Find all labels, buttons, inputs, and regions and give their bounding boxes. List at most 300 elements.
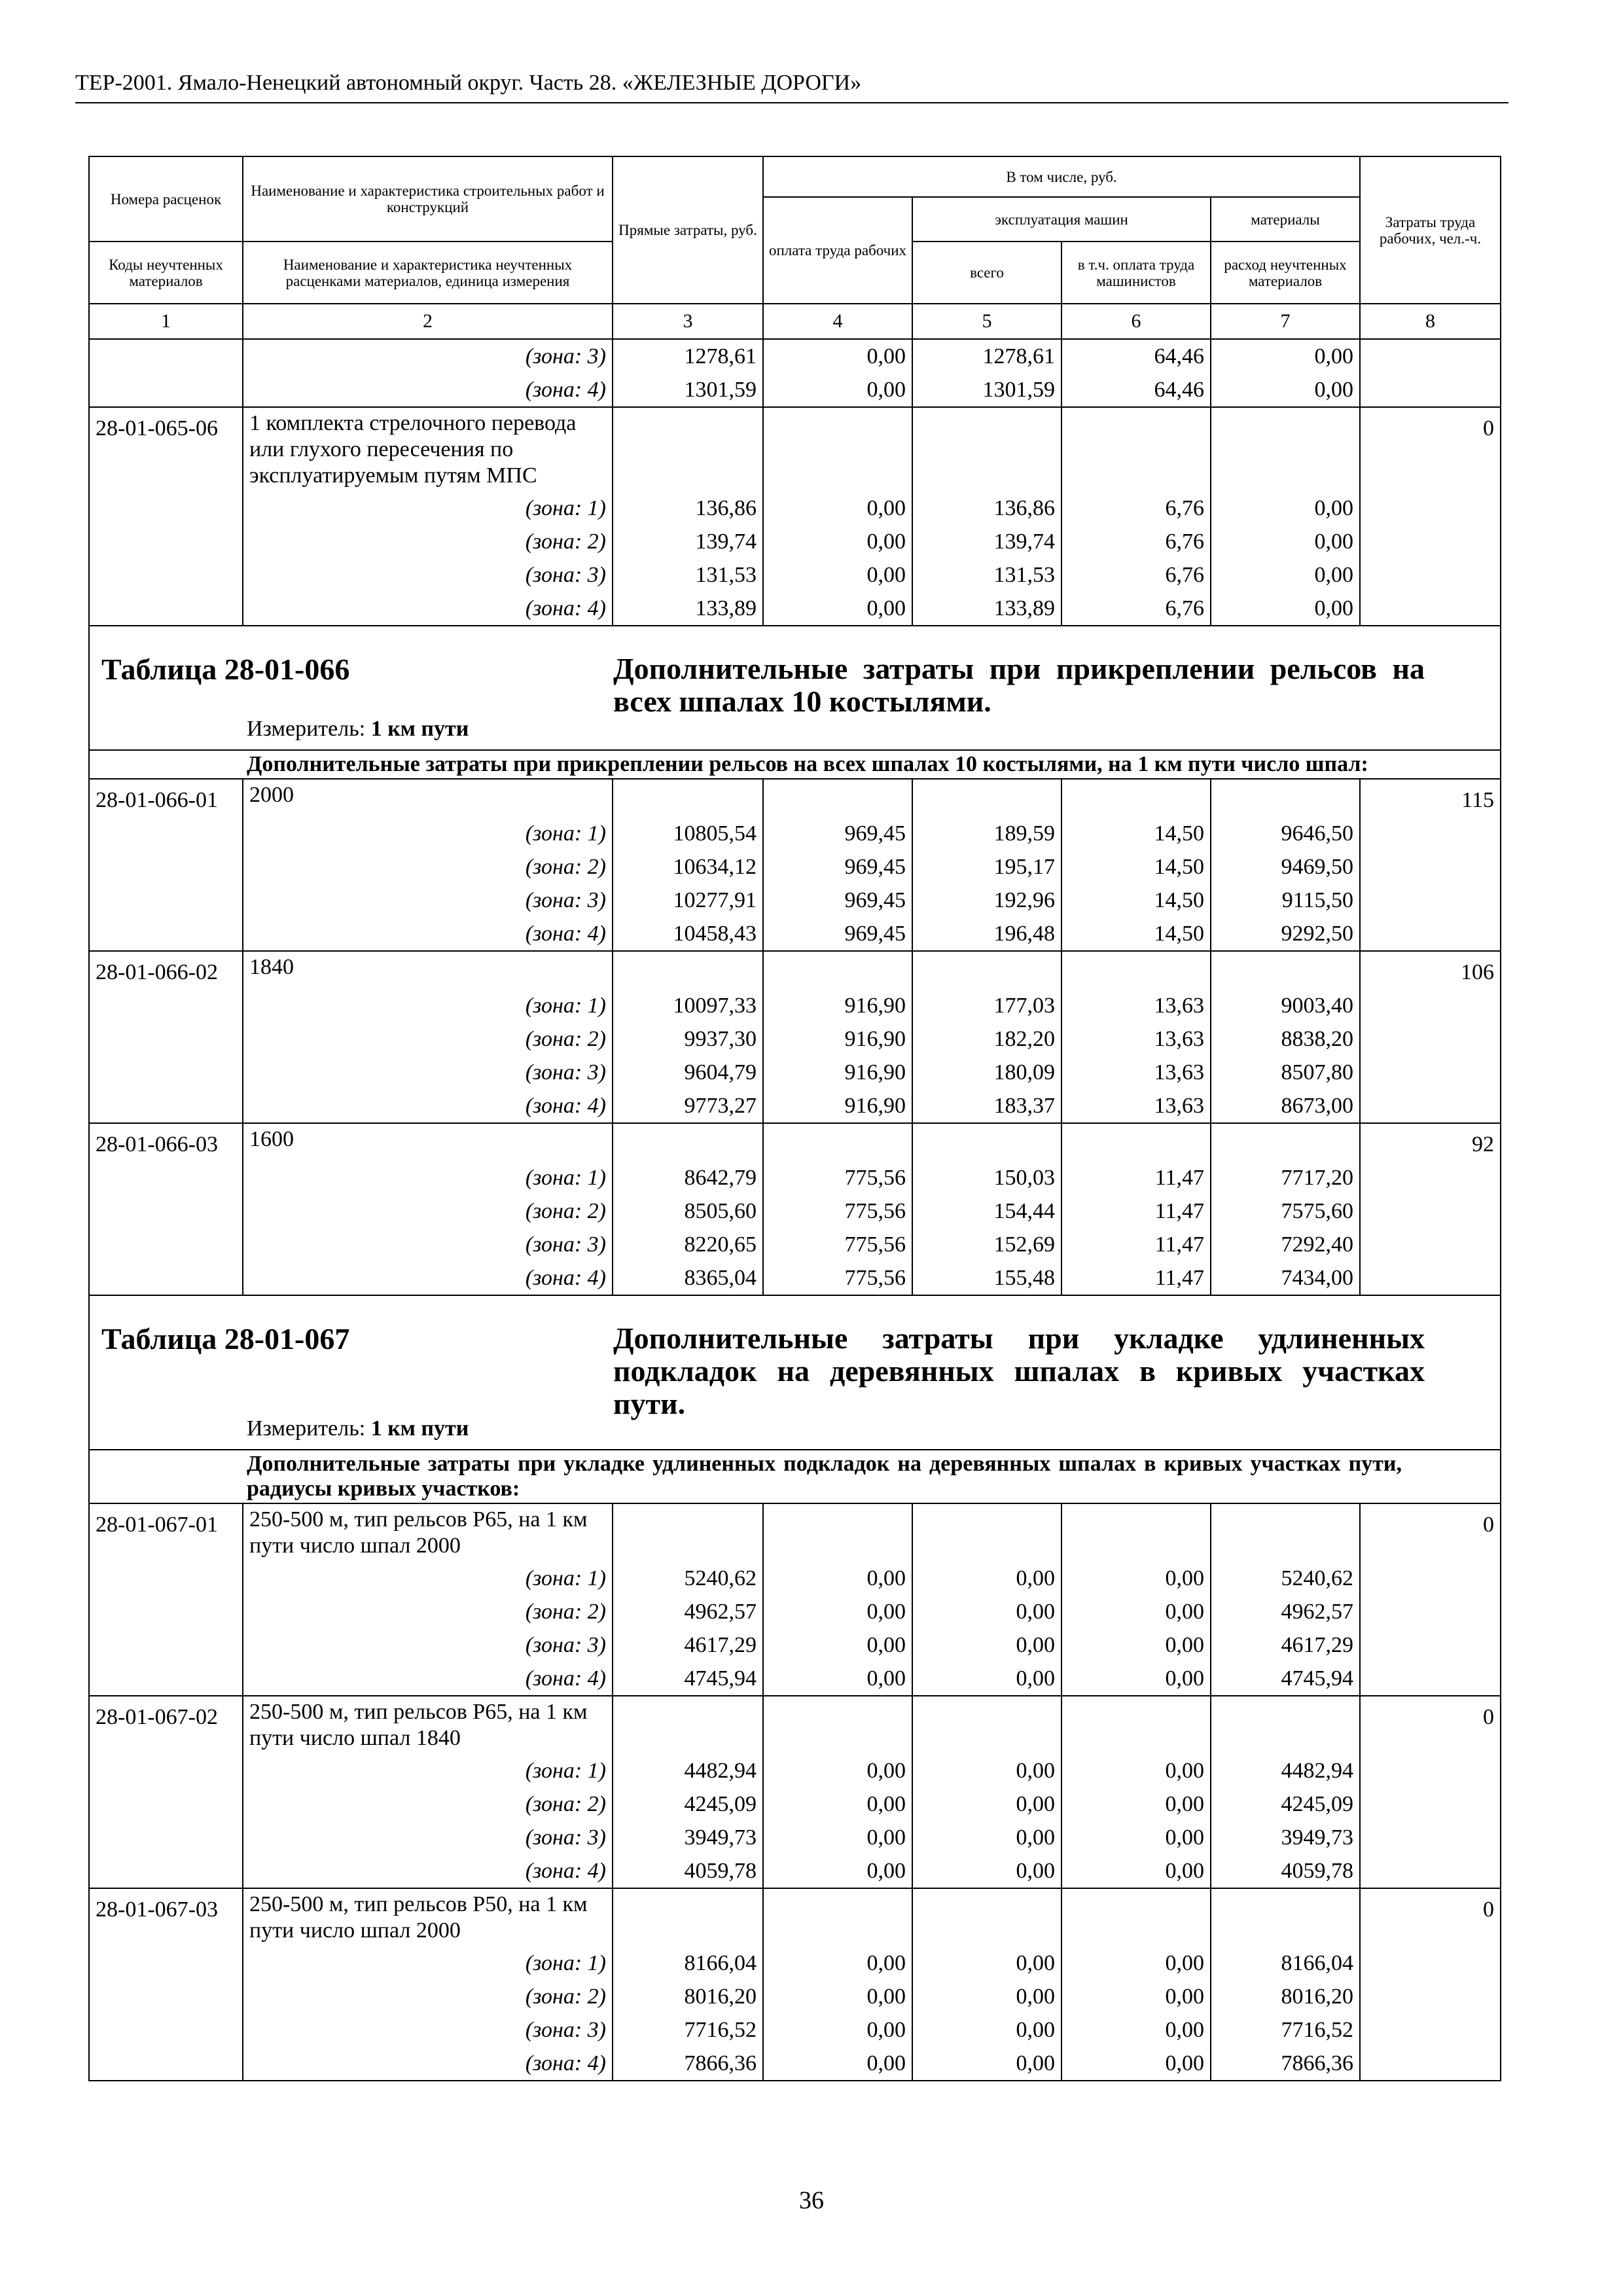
- worker-pay: 0,00: [763, 1980, 912, 2013]
- empty-cell: [89, 989, 243, 1022]
- zone-row: [89, 1595, 1501, 1628]
- empty-cell: [763, 779, 912, 817]
- rate-code: 28-01-067-01: [89, 1503, 243, 1562]
- empty-cell: [1211, 1123, 1360, 1161]
- zone-row: [89, 1056, 1501, 1089]
- materials: 7292,40: [1211, 1228, 1360, 1261]
- empty-cell: [1360, 817, 1501, 850]
- zone-row: [89, 1787, 1501, 1821]
- worker-pay: 0,00: [763, 1595, 912, 1628]
- machines-total: 139,74: [912, 525, 1061, 558]
- machines-total: 131,53: [912, 558, 1061, 592]
- empty-cell: [89, 2013, 243, 2047]
- worker-pay: 0,00: [763, 1854, 912, 1888]
- machinists-pay: 0,00: [1061, 1595, 1211, 1628]
- empty-cell: [89, 884, 243, 917]
- machinists-pay: 0,00: [1061, 1980, 1211, 2013]
- materials: 0,00: [1211, 373, 1360, 407]
- empty-cell: [89, 1754, 243, 1787]
- worker-pay: 916,90: [763, 1056, 912, 1089]
- empty-cell: [1360, 1595, 1501, 1628]
- table-header: [89, 156, 1501, 339]
- machines-total: 180,09: [912, 1056, 1061, 1089]
- machines-total: 0,00: [912, 1595, 1061, 1628]
- direct-cost: 5240,62: [613, 1562, 763, 1595]
- materials: 9292,50: [1211, 917, 1360, 951]
- zone-row: [89, 1261, 1501, 1295]
- empty-cell: [1211, 779, 1360, 817]
- materials: 9646,50: [1211, 817, 1360, 850]
- materials: 7717,20: [1211, 1161, 1360, 1194]
- empty-cell: [613, 1123, 763, 1161]
- machinists-pay: 14,50: [1061, 850, 1211, 884]
- empty-cell: [89, 1787, 243, 1821]
- running-header: ТЕР-2001. Ямало-Ненецкий автономный округ. Часть 28. «ЖЕЛЕЗНЫЕ ДОРОГИ»: [75, 71, 1508, 103]
- zone-label: (зона: 4): [243, 1854, 613, 1888]
- empty-cell: [1360, 2047, 1501, 2081]
- materials: 0,00: [1211, 525, 1360, 558]
- rate-code: 28-01-067-03: [89, 1888, 243, 1946]
- worker-pay: 0,00: [763, 1946, 912, 1980]
- measure-unit: Измеритель: 1 км пути: [247, 1416, 469, 1441]
- zone-label: (зона: 2): [243, 1022, 613, 1056]
- empty-cell: [1360, 2013, 1501, 2047]
- rate-row: [89, 951, 1501, 989]
- empty-cell: [1360, 1754, 1501, 1787]
- empty-cell: [89, 492, 243, 525]
- direct-cost: 8166,04: [613, 1946, 763, 1980]
- worker-pay: 969,45: [763, 917, 912, 951]
- machines-total: 177,03: [912, 989, 1061, 1022]
- labor-hours: 0: [1360, 1888, 1501, 1946]
- zone-label: (зона: 4): [243, 373, 613, 407]
- direct-cost: 9937,30: [613, 1022, 763, 1056]
- zone-label: (зона: 1): [243, 989, 613, 1022]
- col-group-including: В том числе, руб.: [763, 156, 1360, 197]
- worker-pay: 0,00: [763, 339, 912, 373]
- machinists-pay: 6,76: [1061, 558, 1211, 592]
- zone-label: (зона: 1): [243, 1754, 613, 1787]
- rate-description: 1 комплекта стрелочного перевода или глухого пересечения по эксплуатируемым путям МПС: [243, 407, 613, 492]
- direct-cost: 10634,12: [613, 850, 763, 884]
- empty-cell: [1360, 1194, 1501, 1228]
- empty-cell: [89, 1980, 243, 2013]
- empty-cell: [89, 1628, 243, 1662]
- machinists-pay: 0,00: [1061, 1662, 1211, 1696]
- empty-cell: [1360, 1056, 1501, 1089]
- zone-row: [89, 558, 1501, 592]
- labor-hours: 106: [1360, 951, 1501, 989]
- worker-pay: 0,00: [763, 592, 912, 626]
- machinists-pay: 6,76: [1061, 525, 1211, 558]
- rates-table: [88, 156, 1501, 2081]
- empty-cell: [1360, 989, 1501, 1022]
- empty-cell: [89, 592, 243, 626]
- empty-cell: [89, 817, 243, 850]
- empty-cell: [1061, 951, 1211, 989]
- machinists-pay: 0,00: [1061, 1787, 1211, 1821]
- machinists-pay: 0,00: [1061, 1854, 1211, 1888]
- machines-total: 1301,59: [912, 373, 1061, 407]
- direct-cost: 10097,33: [613, 989, 763, 1022]
- section-subheading: Дополнительные затраты при прикреплении рельсов на всех шпалах 10 костылями, на 1 км пути число шпал:: [89, 750, 1501, 779]
- zone-label: (зона: 3): [243, 1821, 613, 1854]
- direct-cost: 1301,59: [613, 373, 763, 407]
- machines-total: 192,96: [912, 884, 1061, 917]
- machinists-pay: 6,76: [1061, 492, 1211, 525]
- empty-cell: [89, 1194, 243, 1228]
- empty-cell: [89, 525, 243, 558]
- col-number: 4: [763, 304, 912, 339]
- materials: 0,00: [1211, 592, 1360, 626]
- empty-cell: [1360, 492, 1501, 525]
- zone-row: [89, 884, 1501, 917]
- machinists-pay: 14,50: [1061, 884, 1211, 917]
- zone-label: (зона: 4): [243, 1261, 613, 1295]
- direct-cost: 9773,27: [613, 1089, 763, 1123]
- empty-cell: [1360, 1980, 1501, 2013]
- worker-pay: 0,00: [763, 1662, 912, 1696]
- empty-cell: [763, 1888, 912, 1946]
- worker-pay: 0,00: [763, 1821, 912, 1854]
- materials: 8673,00: [1211, 1089, 1360, 1123]
- machinists-pay: 0,00: [1061, 2047, 1211, 2081]
- page-number: 36: [799, 2187, 824, 2214]
- empty-cell: [89, 1946, 243, 1980]
- empty-cell: [763, 1503, 912, 1562]
- rate-code: 28-01-066-01: [89, 779, 243, 817]
- col-number: 2: [243, 304, 613, 339]
- machines-total: 0,00: [912, 1754, 1061, 1787]
- empty-cell: [89, 1056, 243, 1089]
- table-title: Таблица 28-01-066: [101, 653, 350, 686]
- zone-row: [89, 1754, 1501, 1787]
- worker-pay: 0,00: [763, 1787, 912, 1821]
- empty-cell: [912, 1503, 1061, 1562]
- empty-cell: [1360, 884, 1501, 917]
- materials: 4962,57: [1211, 1595, 1360, 1628]
- col-machines-total: всего: [912, 242, 1061, 304]
- zone-row: [89, 1821, 1501, 1854]
- empty-cell: [89, 1821, 243, 1854]
- empty-cell: [1061, 1888, 1211, 1946]
- empty-cell: [89, 1261, 243, 1295]
- zone-label: (зона: 2): [243, 1980, 613, 2013]
- rate-description: 250-500 м, тип рельсов Р65, на 1 км пути число шпал 2000: [243, 1503, 613, 1562]
- rate-description: 2000: [243, 779, 613, 817]
- empty-cell: [1360, 1787, 1501, 1821]
- machinists-pay: 0,00: [1061, 1562, 1211, 1595]
- machines-total: 0,00: [912, 1562, 1061, 1595]
- machines-total: 0,00: [912, 1946, 1061, 1980]
- empty-cell: [613, 951, 763, 989]
- empty-cell: [912, 779, 1061, 817]
- col-number: 8: [1360, 304, 1501, 339]
- direct-cost: 7716,52: [613, 2013, 763, 2047]
- zone-label: (зона: 2): [243, 850, 613, 884]
- zone-label: (зона: 4): [243, 1662, 613, 1696]
- col-direct-costs: Прямые затраты, руб.: [613, 156, 763, 304]
- rate-code: 28-01-065-06: [89, 407, 243, 492]
- materials: 8838,20: [1211, 1022, 1360, 1056]
- machinists-pay: 11,47: [1061, 1228, 1211, 1261]
- table-row: [89, 339, 1501, 373]
- empty-cell: [1360, 850, 1501, 884]
- empty-cell: [763, 951, 912, 989]
- machines-total: 183,37: [912, 1089, 1061, 1123]
- zone-label: (зона: 4): [243, 1089, 613, 1123]
- empty-cell: [89, 1662, 243, 1696]
- measure-unit: Измеритель: 1 км пути: [247, 717, 469, 741]
- machines-total: 0,00: [912, 1628, 1061, 1662]
- zone-label: (зона: 2): [243, 1787, 613, 1821]
- materials: 8016,20: [1211, 1980, 1360, 2013]
- rate-description: 250-500 м, тип рельсов Р50, на 1 км пути число шпал 2000: [243, 1888, 613, 1946]
- direct-cost: 133,89: [613, 592, 763, 626]
- machinists-pay: 11,47: [1061, 1194, 1211, 1228]
- machines-total: 182,20: [912, 1022, 1061, 1056]
- machinists-pay: 13,63: [1061, 1056, 1211, 1089]
- rate-row: [89, 779, 1501, 817]
- col-rate-numbers: Номера расценок: [89, 156, 243, 242]
- zone-label: (зона: 4): [243, 592, 613, 626]
- empty-cell: [1211, 1696, 1360, 1754]
- zone-row: [89, 1980, 1501, 2013]
- zone-row: [89, 1854, 1501, 1888]
- zone-label: (зона: 4): [243, 917, 613, 951]
- materials: 7575,60: [1211, 1194, 1360, 1228]
- empty-cell: [89, 1022, 243, 1056]
- worker-pay: 969,45: [763, 817, 912, 850]
- empty-cell: [89, 1854, 243, 1888]
- zone-label: (зона: 3): [243, 2013, 613, 2047]
- col-work-name: Наименование и характеристика строительных работ и конструкций: [243, 156, 613, 242]
- col-unaccounted-materials: расход неучтенных материалов: [1211, 242, 1360, 304]
- zone-label: (зона: 2): [243, 1194, 613, 1228]
- materials: 0,00: [1211, 558, 1360, 592]
- empty-cell: [763, 1123, 912, 1161]
- zone-row: [89, 1562, 1501, 1595]
- zone-row: [89, 1161, 1501, 1194]
- materials: 4482,94: [1211, 1754, 1360, 1787]
- zone-row: [89, 1628, 1501, 1662]
- empty-cell: [912, 951, 1061, 989]
- zone-row: [89, 1662, 1501, 1696]
- materials: 0,00: [1211, 339, 1360, 373]
- empty-cell: [1211, 1888, 1360, 1946]
- empty-cell: [1061, 779, 1211, 817]
- machines-total: 0,00: [912, 1662, 1061, 1696]
- zone-label: (зона: 1): [243, 1161, 613, 1194]
- empty-cell: [1360, 917, 1501, 951]
- materials: 5240,62: [1211, 1562, 1360, 1595]
- zone-row: [89, 1022, 1501, 1056]
- zone-label: (зона: 1): [243, 1562, 613, 1595]
- machines-total: 150,03: [912, 1161, 1061, 1194]
- zone-row: [89, 1194, 1501, 1228]
- empty-cell: [613, 779, 763, 817]
- col-materials: материалы: [1211, 197, 1360, 242]
- labor-hours: 0: [1360, 1503, 1501, 1562]
- rate-code: 28-01-066-02: [89, 951, 243, 989]
- empty-cell: [1360, 1228, 1501, 1261]
- col-number: 7: [1211, 304, 1360, 339]
- machinists-pay: 13,63: [1061, 989, 1211, 1022]
- table-description: Дополнительные затраты при укладке удлиненных подкладок на деревянных шпалах в кривых участках пути.: [613, 1321, 1425, 1420]
- worker-pay: 0,00: [763, 2013, 912, 2047]
- worker-pay: 0,00: [763, 1754, 912, 1787]
- rate-description: 1600: [243, 1123, 613, 1161]
- machinists-pay: 0,00: [1061, 2013, 1211, 2047]
- direct-cost: 1278,61: [613, 339, 763, 373]
- empty-cell: [1211, 951, 1360, 989]
- machinists-pay: 64,46: [1061, 339, 1211, 373]
- empty-cell: [89, 1562, 243, 1595]
- direct-cost: 8505,60: [613, 1194, 763, 1228]
- empty-cell: [89, 917, 243, 951]
- zone-label: (зона: 3): [243, 884, 613, 917]
- materials: 4059,78: [1211, 1854, 1360, 1888]
- empty-cell: [763, 1696, 912, 1754]
- direct-cost: 4245,09: [613, 1787, 763, 1821]
- machinists-pay: 13,63: [1061, 1089, 1211, 1123]
- empty-cell: [1360, 1628, 1501, 1662]
- direct-cost: 8220,65: [613, 1228, 763, 1261]
- worker-pay: 0,00: [763, 525, 912, 558]
- direct-cost: 8365,04: [613, 1261, 763, 1295]
- empty-cell: [89, 1595, 243, 1628]
- zone-row: [89, 525, 1501, 558]
- empty-cell: [613, 1888, 763, 1946]
- rate-description: 1840: [243, 951, 613, 989]
- machinists-pay: 0,00: [1061, 1754, 1211, 1787]
- materials: 8507,80: [1211, 1056, 1360, 1089]
- rate-row: [89, 407, 1501, 492]
- empty-cell: [1360, 1662, 1501, 1696]
- zone-row: [89, 2047, 1501, 2081]
- empty-cell: [613, 1696, 763, 1754]
- machines-total: 189,59: [912, 817, 1061, 850]
- empty-cell: [89, 2047, 243, 2081]
- empty-cell: [1360, 1261, 1501, 1295]
- zone-row: [89, 1946, 1501, 1980]
- direct-cost: 7866,36: [613, 2047, 763, 2081]
- zone-label: (зона: 1): [243, 492, 613, 525]
- col-number: 3: [613, 304, 763, 339]
- zone-label: (зона: 3): [243, 1628, 613, 1662]
- empty-cell: [1360, 1821, 1501, 1854]
- zone-label: (зона: 3): [243, 1056, 613, 1089]
- direct-cost: 10805,54: [613, 817, 763, 850]
- rate-row: [89, 1888, 1501, 1946]
- worker-pay: 0,00: [763, 2047, 912, 2081]
- direct-cost: 136,86: [613, 492, 763, 525]
- worker-pay: 775,56: [763, 1161, 912, 1194]
- direct-cost: 10277,91: [613, 884, 763, 917]
- direct-cost: 131,53: [613, 558, 763, 592]
- rate-row: [89, 1123, 1501, 1161]
- empty-cell: [1211, 1503, 1360, 1562]
- rate-row: [89, 1503, 1501, 1562]
- materials: 4617,29: [1211, 1628, 1360, 1662]
- direct-cost: 4617,29: [613, 1628, 763, 1662]
- machines-total: 152,69: [912, 1228, 1061, 1261]
- section-subheading: Дополнительные затраты при укладке удлиненных подкладок на деревянных шпалах в кривых участках пути, радиусы кривых участков:: [89, 1450, 1501, 1503]
- machinists-pay: 14,50: [1061, 817, 1211, 850]
- empty-cell: [1360, 525, 1501, 558]
- col-machines: эксплуатация машин: [912, 197, 1211, 242]
- materials: 7716,52: [1211, 2013, 1360, 2047]
- worker-pay: 916,90: [763, 1089, 912, 1123]
- direct-cost: 4482,94: [613, 1754, 763, 1787]
- table-title-block: [89, 626, 1501, 750]
- materials: 9469,50: [1211, 850, 1360, 884]
- table-row: [89, 373, 1501, 407]
- machinists-pay: 11,47: [1061, 1261, 1211, 1295]
- rate-row: [89, 1696, 1501, 1754]
- worker-pay: 0,00: [763, 492, 912, 525]
- empty-cell: [89, 850, 243, 884]
- empty-cell: [912, 1696, 1061, 1754]
- worker-pay: 0,00: [763, 373, 912, 407]
- machines-total: 1278,61: [912, 339, 1061, 373]
- machinists-pay: 14,50: [1061, 917, 1211, 951]
- direct-cost: 8642,79: [613, 1161, 763, 1194]
- machinists-pay: 6,76: [1061, 592, 1211, 626]
- zone-row: [89, 2013, 1501, 2047]
- col-labor-hours: Затраты труда рабочих, чел.-ч.: [1360, 156, 1501, 304]
- empty-cell: [1360, 558, 1501, 592]
- zone-row: [89, 989, 1501, 1022]
- machinists-pay: 64,46: [1061, 373, 1211, 407]
- zone-label: (зона: 3): [243, 339, 613, 373]
- machines-total: 0,00: [912, 1821, 1061, 1854]
- empty-cell: [1360, 1161, 1501, 1194]
- labor-hours: 0: [1360, 1696, 1501, 1754]
- machines-total: 196,48: [912, 917, 1061, 951]
- empty-cell: [1360, 1946, 1501, 1980]
- empty-cell: [89, 1161, 243, 1194]
- zone-row: [89, 850, 1501, 884]
- direct-cost: 4745,94: [613, 1662, 763, 1696]
- materials: 3949,73: [1211, 1821, 1360, 1854]
- worker-pay: 916,90: [763, 989, 912, 1022]
- materials: 4245,09: [1211, 1787, 1360, 1821]
- col-material-codes: Коды неучтенных материалов: [89, 242, 243, 304]
- table-title: Таблица 28-01-067: [101, 1322, 350, 1355]
- materials: 9003,40: [1211, 989, 1360, 1022]
- labor-hours: 0: [1360, 407, 1501, 492]
- machinists-pay: 13,63: [1061, 1022, 1211, 1056]
- direct-cost: 4059,78: [613, 1854, 763, 1888]
- materials: 7866,36: [1211, 2047, 1360, 2081]
- machines-total: 0,00: [912, 2013, 1061, 2047]
- empty-cell: [912, 1888, 1061, 1946]
- col-material-names: Наименование и характеристика неучтенных расценками материалов, единица измерения: [243, 242, 613, 304]
- machinists-pay: 0,00: [1061, 1628, 1211, 1662]
- direct-cost: 8016,20: [613, 1980, 763, 2013]
- col-number: 6: [1061, 304, 1211, 339]
- table-description: Дополнительные затраты при прикреплении рельсов на всех шпалах 10 костылями.: [613, 652, 1425, 718]
- empty-cell: [912, 1123, 1061, 1161]
- direct-cost: 4962,57: [613, 1595, 763, 1628]
- empty-cell: [613, 1503, 763, 1562]
- zone-label: (зона: 3): [243, 558, 613, 592]
- empty-cell: [1061, 1696, 1211, 1754]
- worker-pay: 0,00: [763, 1628, 912, 1662]
- col-number: 1: [89, 304, 243, 339]
- zone-row: [89, 1228, 1501, 1261]
